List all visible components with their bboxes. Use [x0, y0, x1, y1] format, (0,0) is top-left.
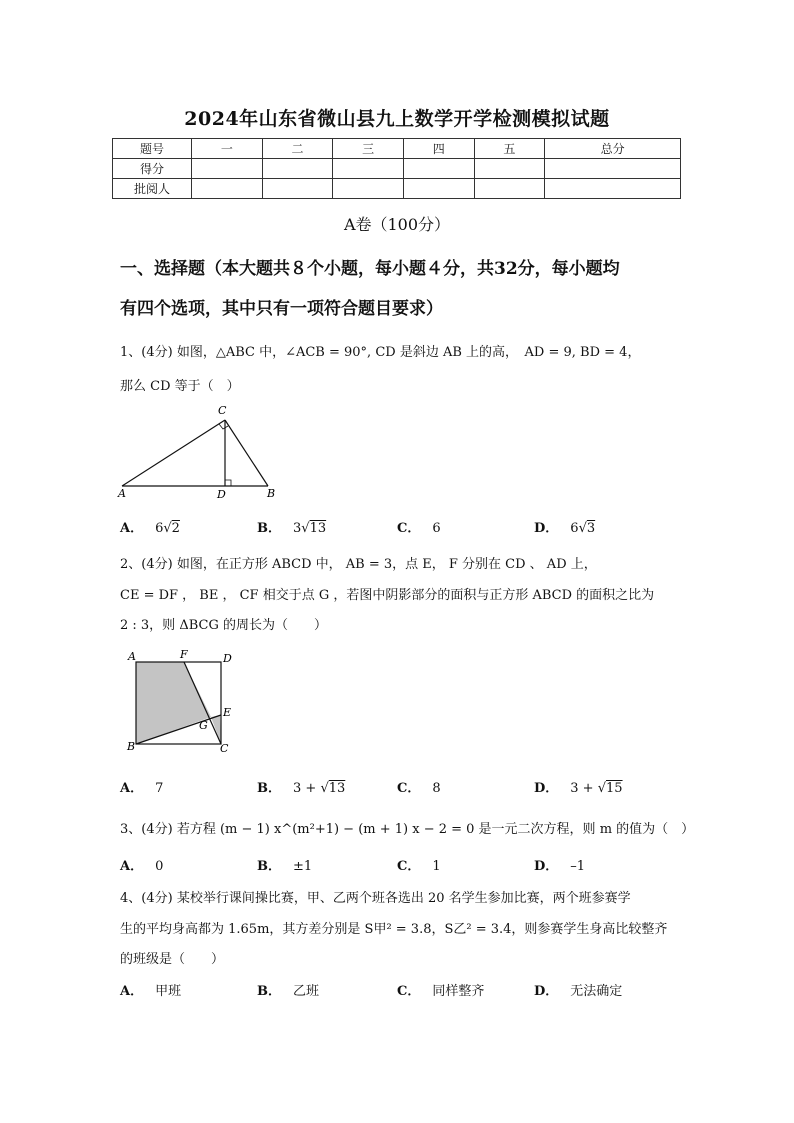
q1-right-angle-d — [225, 480, 231, 486]
q2-stem-line1: 2、(4分) 如图，在正方形 ABCD 中， AB = 3，点 E， F 分别在 CD 、 AD 上， — [120, 557, 597, 572]
score-cell — [192, 179, 263, 199]
q2-options — [120, 777, 680, 797]
score-cell — [262, 179, 333, 199]
q3-options — [120, 855, 680, 875]
q2-stem-line2: CE = DF ， BE ， CF 相交于点 G ，若图中阴影部分的面积与正方形 ABCD 的面积之比为 — [120, 588, 655, 603]
q4-option-c[interactable]: C． 同样整齐 — [397, 984, 485, 999]
score-table-cell: 三 — [333, 139, 404, 159]
score-cell — [474, 159, 545, 179]
q1-option-b[interactable]: B． 3√13 — [257, 521, 327, 536]
q1-figure — [112, 400, 292, 502]
q2-stem-line3: 2 : 3，则 ΔBCG 的周长为（ ） — [120, 618, 327, 633]
q2-label-d: D — [223, 652, 232, 665]
q4-option-d[interactable]: D． 无法确定 — [534, 984, 623, 999]
q3-option-d[interactable]: D． –1 — [534, 859, 586, 874]
score-cell — [403, 179, 474, 199]
part1-heading-line1: 一、选择题（本大题共８个小题，每小题４分，共32分，每小题均 — [120, 259, 620, 279]
score-cell — [192, 159, 263, 179]
q1-options — [120, 517, 680, 537]
q3-stem-line1: 3、(4分) 若方程 (m − 1) x^(m²+1) − (m + 1) x − 2 = 0 是一元二次方程，则 m 的值为（ ） — [120, 822, 695, 837]
q1-label-c: C — [218, 404, 227, 417]
part1-heading-line2: 有四个选项，其中只有一项符合题目要求） — [120, 299, 443, 319]
q2-label-b: B — [127, 740, 136, 753]
exam-title: 2024年山东省微山县九上数学开学检测模拟试题 — [184, 108, 610, 130]
q2-label-g: G — [199, 719, 208, 732]
score-table-row — [113, 159, 681, 179]
score-table-cell: 四 — [403, 139, 474, 159]
score-cell — [474, 179, 545, 199]
q1-right-angle-c — [219, 424, 228, 429]
q2-option-b[interactable]: B． 3 + √13 — [257, 781, 346, 796]
q1-side-ac — [122, 420, 225, 486]
q2-label-c: C — [220, 742, 229, 755]
q1-label-a: A — [118, 487, 126, 500]
q1-stem-line1: 1、(4分) 如图，△ABC 中，∠ACB = 90°, CD 是斜边 AB 上的高， AD = 9, BD = 4， — [120, 345, 641, 360]
score-table-cell: 题号 — [113, 139, 192, 159]
q1-option-c[interactable]: C． 6 — [397, 521, 441, 536]
score-table-cell: 一 — [192, 139, 263, 159]
q4-stem-line2: 生的平均身高都为 1.65m，其方差分别是 S甲² = 3.8，S乙² = 3.4，则参赛学生身高比较整齐 — [120, 922, 668, 937]
score-table-row-label: 批阅人 — [113, 179, 192, 199]
score-table — [112, 138, 681, 199]
q4-stem-line1: 4、(4分) 某校举行课间操比赛，甲、乙两个班各选出 20 名学生参加比赛，两个班参赛学 — [120, 891, 631, 906]
q3-option-c[interactable]: C． 1 — [397, 859, 441, 874]
q1-stem-line2: 那么 CD 等于（ ） — [120, 379, 240, 394]
score-table-cell: 二 — [262, 139, 333, 159]
q1-side-cb — [225, 420, 268, 486]
q2-label-e: E — [223, 706, 232, 719]
score-table-row — [113, 179, 681, 199]
q4-options — [120, 980, 680, 1000]
q2-label-f: F — [180, 648, 188, 661]
score-cell — [545, 179, 681, 199]
score-cell — [403, 159, 474, 179]
q2-option-c[interactable]: C． 8 — [397, 781, 441, 796]
q4-option-a[interactable]: A． 甲班 — [120, 984, 182, 999]
q1-option-d[interactable]: D． 6√3 — [534, 521, 596, 536]
score-cell — [333, 179, 404, 199]
q1-option-a[interactable]: A． 6√2 — [120, 521, 180, 536]
score-table-header-row — [113, 139, 681, 159]
q2-figure — [120, 648, 246, 756]
score-table-row-label: 得分 — [113, 159, 192, 179]
q3-option-b[interactable]: B． ±1 — [257, 859, 313, 874]
q2-label-a: A — [128, 650, 136, 663]
q4-stem-line3: 的班级是（ ） — [120, 952, 225, 967]
score-cell — [545, 159, 681, 179]
q3-option-a[interactable]: A． 0 — [120, 859, 164, 874]
score-table-cell: 总分 — [545, 139, 681, 159]
score-table-cell: 五 — [474, 139, 545, 159]
section-a-title: A卷（100分） — [343, 215, 451, 234]
score-cell — [262, 159, 333, 179]
q1-label-b: B — [267, 487, 276, 500]
q2-option-d[interactable]: D． 3 + √15 — [534, 781, 623, 796]
q2-option-a[interactable]: A． 7 — [120, 781, 164, 796]
q1-label-d: D — [217, 488, 226, 501]
q4-option-b[interactable]: B． 乙班 — [257, 984, 320, 999]
score-cell — [333, 159, 404, 179]
